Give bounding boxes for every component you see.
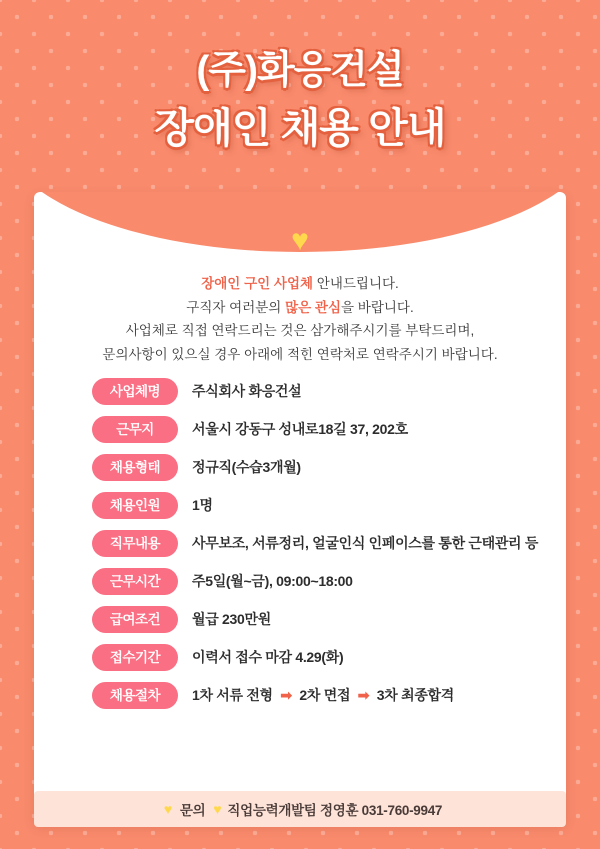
contact-label: 문의 — [179, 803, 206, 818]
info-row-hiring-process — [34, 682, 566, 709]
row-label: 직무내용 — [92, 530, 178, 557]
content-card — [34, 192, 566, 824]
intro-highlight-2: 많은 관심 — [285, 299, 341, 315]
intro-line-3: 사업체로 직접 연락드리는 것은 삼가해주시기를 부탁드리며, — [125, 323, 475, 339]
row-label: 채용형태 — [92, 454, 178, 481]
heart-icon-left: ♥ — [163, 801, 172, 817]
row-label: 근무시간 — [92, 568, 178, 595]
row-label: 채용인원 — [92, 492, 178, 519]
intro-highlight-1: 장애인 구인 사업체 — [201, 276, 314, 291]
intro-line-1 — [34, 272, 566, 296]
process-step-2: 2차 면접 — [299, 687, 351, 703]
intro-line-2 — [34, 296, 566, 320]
row-label: 채용절차 — [92, 682, 178, 709]
intro-text-2b: 을 바랍니다. — [341, 299, 414, 315]
info-row-employment-type — [34, 454, 566, 481]
process-step-1: 1차 서류 전형 — [192, 687, 273, 703]
process-step-3: 3차 최종합격 — [376, 687, 454, 703]
info-rows — [34, 378, 566, 720]
row-label: 접수기간 — [92, 644, 178, 671]
contact-footer — [34, 791, 566, 827]
row-value: 주식회사 화응건설 — [192, 383, 302, 399]
title-line-subject: 장애인 채용 안내 — [154, 104, 446, 151]
info-row-headcount — [34, 492, 566, 519]
heart-icon: ♥ — [291, 224, 309, 257]
row-value: 정규직(수습3개월) — [192, 459, 301, 475]
poster-title — [0, 46, 600, 154]
row-value: 월급 230만원 — [192, 611, 271, 627]
info-row-location — [34, 416, 566, 443]
info-row-salary — [34, 606, 566, 633]
row-value: 이력서 접수 마감 4.29(화) — [192, 649, 344, 665]
intro-text-1: 안내드립니다. — [313, 276, 399, 291]
intro-line-4: 문의사항이 있으실 경우 아래에 적힌 연락처로 연락주시기 바랍니다. — [102, 346, 498, 362]
row-label: 사업체명 — [92, 378, 178, 405]
row-label: 급여조건 — [92, 606, 178, 633]
info-row-job-description — [34, 530, 566, 557]
arrow-right-icon: ➡ — [280, 687, 292, 703]
row-value: 사무보조, 서류정리, 얼굴인식 인페이스를 통한 근태관리 등 — [192, 535, 539, 551]
info-row-company-name — [34, 378, 566, 405]
heart-icon-right: ♥ — [213, 801, 222, 817]
info-row-work-hours — [34, 568, 566, 595]
intro-text-2a: 구직자 여러분의 — [186, 299, 286, 315]
row-value: 1명 — [192, 497, 213, 513]
row-label: 근무지 — [92, 416, 178, 443]
row-value — [178, 682, 566, 706]
row-value: 서울시 강동구 성내로18길 37, 202호 — [192, 421, 408, 437]
contact-text: 직업능력개발팀 정영훈 031-760-9947 — [227, 803, 443, 818]
intro-paragraph — [34, 272, 566, 367]
arrow-right-icon: ➡ — [357, 687, 370, 703]
title-line-company: (주)화응건설 — [196, 49, 404, 92]
row-value: 주5일(월~금), 09:00~18:00 — [192, 573, 353, 589]
info-row-application-period — [34, 644, 566, 671]
